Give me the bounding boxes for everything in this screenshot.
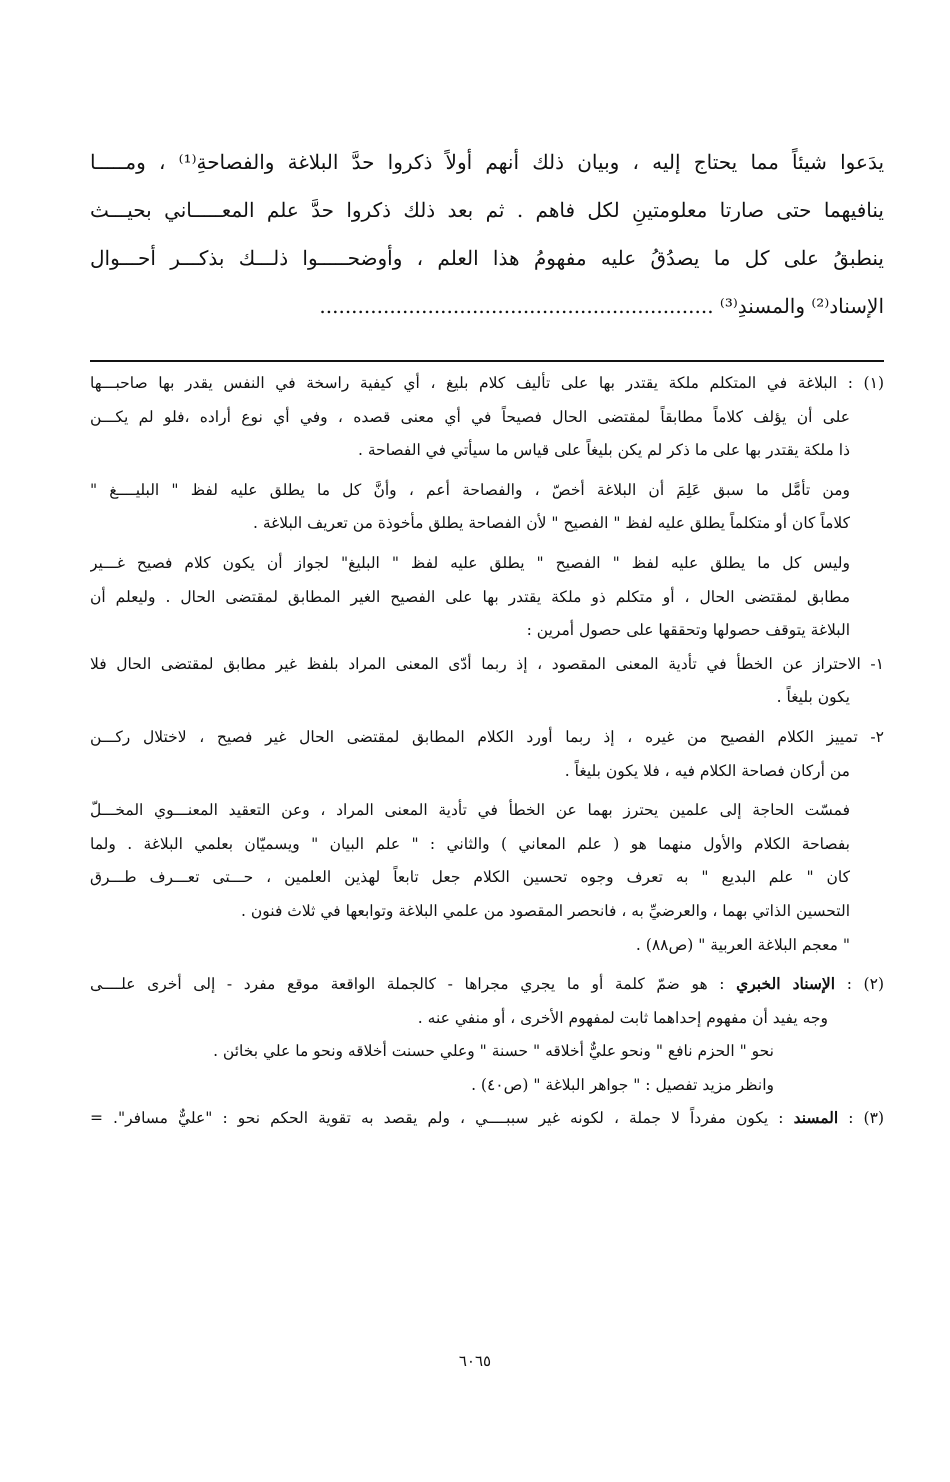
footnote-line — [90, 433, 884, 467]
footnote-text: وجه يفيد أن مفهوم إحداهما ثابت لمفهوم الأخرى ، أو منفي عنه . — [417, 1008, 828, 1027]
footnote-line — [90, 928, 884, 962]
footnote-marker: (٢) : — [835, 975, 884, 994]
body-text-line: ينافيهما حتى صارتا معلومتينِ لكل فاهم . ثم بعد ذلك ذكروا حدَّ علم المعـــــاني بحيـــث — [90, 198, 884, 222]
footnote-text: وانظر مزيد تفصيل : " جواهر البلاغة " (ص٤٠) . — [471, 1075, 774, 1094]
footnote-line — [90, 827, 884, 861]
footnote-text: على أن يؤلف كلاماً مطابقاً لمقتضى الحال فصيحاً في أي معنى قصده ، وفي أي نوع أراده ،فلو لم يكـــن — [90, 407, 850, 426]
footnote-marker: (١) : — [837, 374, 884, 392]
footnote-line — [90, 720, 884, 754]
body-text-line: ينطبقُ على كل ما يصدُقُ عليه مفهومُ هذا العلم ، وأوضحـــــوا ذلـــك بذكـــر أحـــوال — [90, 246, 884, 270]
footnote-text: من أركان فصاحة الكلام فيه ، فلا يكون بليغاً . — [564, 761, 850, 780]
footnote-line — [90, 546, 884, 580]
footnote-line — [90, 506, 884, 540]
footnote-text: : هو ضمّ كلمة أو ما يجري مجراها - كالجملة الواقعة موقع مفرد - إلى أخرى علــــى — [90, 975, 737, 994]
body-text-line: يدَعوا شيئاً مما يحتاج إليه ، وبيان ذلك أنهم أولاً ذكروا حدَّ البلاغة والفصاحةِ⁽¹⁾ ، ومـــــا — [90, 150, 884, 174]
footnote-line — [90, 793, 884, 827]
footnote-line — [90, 1101, 884, 1135]
page-number: ٦٠٦٥ — [458, 1352, 492, 1370]
footnote-text: وليس كل ما يطلق عليه لفظ " الفصيح " يطلق عليه لفظ " البليغ" لجواز أن يكون كلام فصيح غـــير — [90, 553, 850, 572]
footnote-text: ومن تأمَّل ما سبق عَلِمَ أن البلاغة أخصّ ، والفصاحة أعم ، وأنَّ كل ما يطلق عليه لفظ " البليــــغ " — [90, 480, 850, 499]
footnote-line — [90, 1001, 884, 1035]
footnote-text: يكون بليغاً . — [776, 688, 850, 707]
footnote-text: ذا ملكة يقتدر بها على ما ذكر لم يكن بليغاً على قياس ما سيأتي في الفصاحة . — [357, 441, 850, 460]
footnote-term: الإسناد الخبري — [736, 974, 836, 994]
footnote-text: كان " علم البديع " به تعرف وجوه تحسين الكلام جعل تابعاً لهذين العلمين ، حـــتى تعـــرف طـــرق — [90, 868, 850, 887]
footnote-line — [90, 967, 884, 1001]
footnote-line — [90, 400, 884, 434]
footnote-line — [90, 647, 884, 681]
footnote-marker: (٣) : — [838, 1109, 884, 1128]
footnote-line — [90, 580, 884, 614]
footnote-line — [90, 894, 884, 928]
footnote-line — [90, 366, 884, 400]
footnote-line — [90, 473, 884, 507]
footnote-divider — [90, 360, 884, 362]
footnote-line — [90, 1034, 884, 1068]
footnote-line — [90, 1068, 884, 1102]
main-text — [90, 138, 884, 330]
footnote-text: كلاماً كان أو متكلماً يطلق عليه لفظ " الفصيح " لأن الفصاحة يطلق مأخوذة من تعريف البلاغة . — [253, 514, 850, 533]
footnotes — [90, 366, 884, 1135]
footnote-text: نحو " الحزم نافع " ونحو عليٌّ أخلاقه " حسنة " وعلي حسنت أخلاقه ونحو ما علي بخائن . — [213, 1042, 774, 1061]
footnote-text: مطابق لمقتضى الحال ، أو متكلم ذو ملكة يقتدر بها على الفصيح الغير المطابق لمقتضى الحال . وليعلم أن — [90, 587, 850, 606]
footnote-term: المسند — [793, 1108, 839, 1128]
footnote-text: تمييز الكلام الفصيح من غيره ، إذ ربما أورد الكلام المطابق لمقتضى الحال غير فصيح ، لاختلال ركـــن — [90, 727, 858, 746]
footnote-line — [90, 754, 884, 788]
footnote-text: : يكون مفرداً لا جملة ، لكونه غير سببــــي ، ولم يقصد به تقوية الحكم نحو : "عليٌّ مسافر". = — [90, 1109, 794, 1128]
footnote-marker: ١- — [860, 654, 884, 673]
footnote-line — [90, 680, 884, 714]
footnote-text: التحسين الذاتي بهما ، والعرضيِّ به ، فانحصر المقصود من علمي البلاغة وتوابعها في ثلاث فنون . — [241, 901, 850, 920]
footnote-text: فمسّت الحاجة إلى علمين يحترز بهما عن الخطأ في تأدية المعنى المراد ، وعن التعقيد المعنـــوي المخـــلّ — [90, 801, 850, 820]
footnote-text: الاحتراز عن الخطأ في تأدية المعنى المقصود ، إذ ربما أدّى المعنى المراد بلفظ غير مطابق لمقتضى الحال فلا — [90, 654, 861, 673]
footnote-line — [90, 613, 884, 647]
footnote-marker: ٢- — [857, 727, 884, 746]
footnote-text: بفصاحة الكلام والأول منهما هو ( علم المعاني ) والثاني : " علم البيان " ويسميّان بعلمي البلاغة . ولما — [90, 834, 850, 853]
footnote-text: البلاغة يتوقف حصولها وتحققها على حصول أمرين : — [526, 621, 850, 640]
body-text-line: الإسناد⁽²⁾ والمسندِ⁽³⁾ .............................................................. — [319, 294, 884, 318]
footnote-text: البلاغة في المتكلم ملكة يقتدر بها على تأليف كلام بليغ ، أي كيفية راسخة في النفس يقدر بها صاحبـــها — [90, 374, 838, 392]
footnote-line — [90, 860, 884, 894]
footnote-text: " معجم البلاغة العربية " (ص٨٨) . — [635, 935, 850, 954]
